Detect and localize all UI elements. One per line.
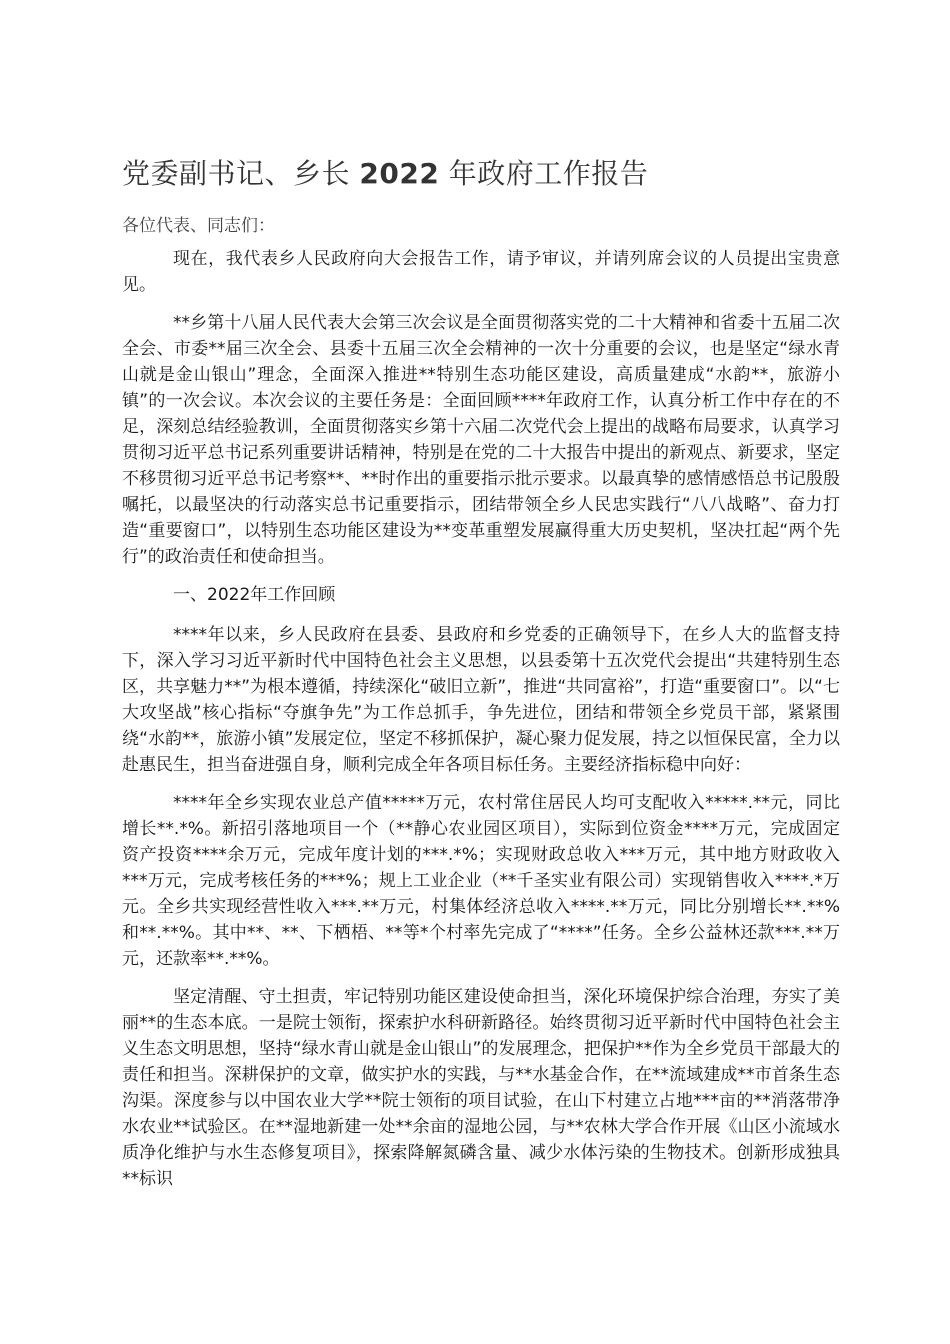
title-year: 2022 xyxy=(359,157,440,190)
paragraph-ecology: 坚定清醒、守土担责，牢记特别功能区建设使命担当，深化环境保护综合治理，夯实了美丽**的生态本底。一是院士领衔，探索护水科研新路径。始终贯彻习近平新时代中国特色社会主义生态文明思想，坚持“绿水青山就是金山银山”的发展理念，把保护**作为全乡党员干部最大的责任和担当。深耕保护的文章，做实护水的实践，与**水基金合作，在**流域建成**市首条生态沟渠。深度参与以中国农业大学**院士领衔的项目试验，在山下村建立占地***亩的**消落带净水农业**试验区。在**湿地新建一处**余亩的湿地公园，与**农林大学合作开展《山区小流域水质净化维护与水生态修复项目》，探索降解氮磷含量、减少水体污染的生物技术。创新形成独具**标识 xyxy=(122,987,840,1189)
paragraph-intro: 现在，我代表乡人民政府向大会报告工作，请予审议，并请列席会议的人员提出宝贵意见。 xyxy=(122,249,840,295)
greeting: 各位代表、同志们： xyxy=(122,216,275,236)
paragraph-economy: ****年全乡实现农业总产值*****万元，农村常住居民人均可支配收入*****.**元，同比增长**.*%。新招引落地项目一个（**静心农业园区项目），实际到位资金****万元，完成固定资产投资****余万元，完成年度计划的***.*%；实现财政总收入***万元，其中地方财政收入***万元，完成考核任务的***%；规上工业企业（**千圣实业有限公司）实现销售收入****.*万元。全乡共实现经营性收入***.**万元，村集体经济总收入****.**万元，同比分别增长**.**%和**.**%。其中**、**、下栖梧、**等*个村率先完成了“****”任务。全乡公益林还款***.**万元，还款率**.**%。 xyxy=(122,793,840,969)
paragraph-review: ****年以来，乡人民政府在县委、县政府和乡党委的正确领导下，在乡人大的监督支持下，深入学习习近平新时代中国特色社会主义思想，以县委第十五次党代会提出“共建特别生态区，共享魅力**”为根本遵循，持续深化“破旧立新”，推进“共同富裕”，打造“重要窗口”。以“七大攻坚战”核心指标“夺旗争先”为工作总抓手，争先进位，团结和带领全乡党员干部，紧紧围绕“水韵**，旅游小镇”发展定位，坚定不移抓保护，凝心聚力促发展，持之以恒保民富，全力以赴惠民生，担当奋进强自身，顺利完成全年各项目标任务。主要经济指标稳中向好： xyxy=(122,625,840,775)
paragraph-meeting: **乡第十八届人民代表大会第三次会议是全面贯彻落实党的二十大精神和省委十五届二次全会、市委**届三次全会、县委十五届三次全会精神的一次十分重要的会议，也是坚定“绿水青山就是金山银山”理念，全面深入推进**特别生态功能区建设，高质量建成“水韵**，旅游小镇”的一次会议。本次会议的主要任务是：全面回顾****年政府工作，认真分析工作中存在的不足，深刻总结经验教训，全面贯彻落实乡第十六届二次党代会上提出的战略布局要求，认真学习贯彻习近平总书记系列重要讲话精神，特别是在党的二十大报告中提出的新观点、新要求，坚定不移贯彻习近平总书记考察**、**时作出的重要指示批示要求。以最真挚的感情感悟总书记殷殷嘱托，以最坚决的行动落实总书记重要指示，团结带领全乡人民忠实践行“八八战略”、奋力打造“重要窗口”，以特别生态功能区建设为**变革重塑发展赢得重大历史契机，坚决扛起“两个先行”的政治责任和使命担当。 xyxy=(122,313,840,567)
page-title xyxy=(122,152,648,192)
section-heading: 一、2022年工作回顾 xyxy=(173,585,336,605)
title-prefix: 党委副书记、乡长 xyxy=(122,157,351,190)
title-suffix: 年政府工作报告 xyxy=(448,157,649,190)
report-body xyxy=(122,246,840,1204)
